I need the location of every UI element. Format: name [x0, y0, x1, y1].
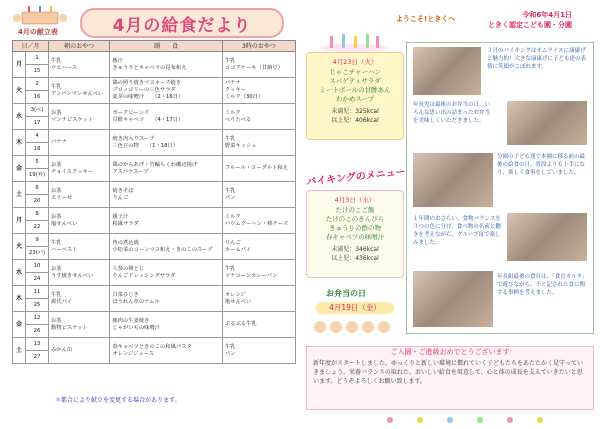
- pm-line: パン: [224, 350, 236, 357]
- table-row: [13, 78, 296, 91]
- kids-illustration: [310, 318, 400, 336]
- birthday-candles: [318, 30, 390, 52]
- pm-cell: [222, 234, 295, 260]
- am-cell: [49, 260, 110, 286]
- am-line: 牛乳: [51, 239, 62, 246]
- main-line: ほうれん草のナムル: [112, 298, 160, 305]
- date-cell: 3(べ): [26, 104, 49, 117]
- flower-row: [380, 410, 560, 420]
- pm-line: 牛乳: [224, 187, 236, 194]
- main-cell: [110, 234, 223, 260]
- menu-table: [12, 40, 296, 364]
- message-text: 新年度がスタートしました。ゆっくりと新しい環境に慣れていく子どもたちをあたたかく見守っていきましょう。栄養バランスの取れた、おいしい給食を用意して、心と体の成長を支えていきたいと思います。どうぞよろしくお願い致します。: [313, 360, 583, 385]
- pm-cell: [222, 208, 295, 234]
- main-line: 豚汁: [112, 57, 123, 64]
- viking-card: [306, 190, 404, 278]
- date-cell: 8: [26, 208, 49, 221]
- pm-cell: [222, 130, 295, 156]
- weekday-cell: 火: [13, 234, 26, 260]
- header-pm-snack: 3時のおやつ: [222, 41, 295, 52]
- date-cell: 23(バ): [26, 247, 49, 260]
- table-row: [13, 182, 296, 195]
- birthday-kcal-adult: 以上児：406kcal: [331, 117, 379, 124]
- am-line: バナナ: [51, 139, 67, 145]
- date-cell: 17: [26, 117, 49, 130]
- viking-kcal-adult: 以上児：436kcal: [331, 255, 379, 262]
- viking-item: たけのこのきんぴら: [325, 215, 385, 223]
- weekday-cell: 木: [13, 286, 26, 312]
- am-cell: [49, 104, 110, 130]
- am-line: アンパンマンせんべい: [51, 90, 104, 97]
- am-line: お茶: [51, 109, 62, 116]
- date-cell: 12: [26, 312, 49, 325]
- am-line: みかん缶: [51, 347, 73, 353]
- bento-date: 4月19日（金）: [316, 302, 394, 314]
- weekday-cell: 木: [13, 130, 26, 156]
- date-cell: 15: [26, 65, 49, 78]
- main-line: きゅうりとキャベツの昆布和え: [112, 64, 187, 71]
- pm-line: クッキー: [224, 87, 247, 93]
- message-heading: ご入園・ご進級おめでとうございます: [390, 348, 510, 356]
- pm-line: バウムクーヘン・棒チーズ: [224, 220, 289, 227]
- kids-icon: [310, 318, 400, 336]
- main-line: アスパラスープ: [112, 168, 149, 175]
- main-line: ブロッコリーの三色サラダ: [112, 87, 176, 93]
- birthday-date: 4月23日（火）: [332, 58, 378, 66]
- am-line: お茶: [51, 265, 62, 272]
- date-cell: 24: [26, 273, 49, 286]
- weekday-cell: 水: [13, 104, 26, 130]
- pm-line: バナナ: [224, 80, 241, 86]
- am-line: マンナビスケット: [51, 116, 94, 123]
- am-cell: [49, 52, 110, 78]
- am-cell: [49, 234, 110, 260]
- pm-cell: [222, 286, 295, 312]
- table-row: [13, 156, 296, 169]
- main-line: じゃがいもの味噌汁: [112, 324, 161, 331]
- pm-line: 牛乳: [224, 343, 236, 350]
- weekday-cell: 金: [13, 156, 26, 182]
- candle-icon: [318, 30, 390, 52]
- kondate-label: 4月の献立表: [18, 28, 58, 36]
- cake-icon: [12, 4, 68, 26]
- weekday-cell: 水: [13, 260, 26, 286]
- date-cell: 13: [26, 338, 49, 351]
- am-cell: [49, 208, 110, 234]
- page-title: 4月の給食だより: [112, 15, 252, 36]
- birthday-kcal-child: 未満児：325kcal: [331, 108, 379, 115]
- pm-cell: [222, 182, 295, 208]
- am-line: 源氏パイ: [51, 298, 73, 305]
- main-line: りんごドレッシングサラダ: [112, 272, 176, 279]
- main-line: 魚の煮込焼: [112, 239, 139, 246]
- main-line: 焼き肉入りスープ: [112, 135, 155, 142]
- pm-line: ぶるぶる牛乳: [224, 321, 257, 327]
- am-line: 牛乳: [51, 57, 62, 64]
- viking-kcal-child: 未満児：346kcal: [331, 246, 379, 253]
- am-cell: [49, 182, 110, 208]
- main-cell: [110, 156, 223, 182]
- pm-line: オレンジ: [224, 291, 246, 298]
- am-cell: [49, 130, 110, 156]
- main-line: 春キャベツときのこの和風パスタ: [112, 343, 192, 350]
- bento-label: お弁当の日: [326, 289, 366, 298]
- date-cell: 1: [26, 52, 49, 65]
- weekday-cell: 月: [13, 208, 26, 234]
- main-cell: [110, 260, 223, 286]
- table-row: [13, 286, 296, 299]
- pm-line: 亀せんべい: [224, 298, 252, 305]
- date-cell: 25: [26, 299, 49, 312]
- viking-title: バイキングのメニュー: [305, 166, 407, 189]
- date-cell: 11: [26, 286, 49, 299]
- table-header-row: [13, 41, 296, 52]
- birthday-item: ミートボールの甘酢あん: [319, 86, 391, 94]
- am-cell: [49, 286, 110, 312]
- main-cell: [110, 208, 223, 234]
- message-box: [306, 346, 594, 410]
- table-row: [13, 234, 296, 247]
- weekday-cell: 月: [13, 52, 26, 78]
- date-cell: 22: [26, 221, 49, 234]
- am-cell: [49, 312, 110, 338]
- table-row: [13, 104, 296, 117]
- main-cell: [110, 130, 223, 156]
- pm-cell: [222, 338, 295, 364]
- pm-line: 牛乳: [224, 57, 236, 64]
- table-row: [13, 260, 296, 273]
- main-line: 親子汁: [112, 213, 129, 220]
- main-line: 和風サラダ: [112, 220, 139, 227]
- main-line: 三色豆の物 （1・18日）: [112, 142, 179, 149]
- date-cell: 2: [26, 78, 49, 91]
- photo-4: [507, 213, 587, 261]
- main-cell: [110, 78, 223, 104]
- birthday-item: スパゲティサラダ: [329, 77, 381, 85]
- am-line: ウエハース: [51, 64, 78, 71]
- pm-line: ミルク: [224, 213, 241, 220]
- photo-5: [413, 271, 493, 327]
- main-line: 鶏のからあげ・竹輪ちくわ磯辺揚げ: [112, 161, 198, 168]
- pm-cell: [222, 312, 295, 338]
- pm-cell: [222, 78, 295, 104]
- photo-3: [413, 153, 493, 207]
- table-row: [13, 208, 296, 221]
- issue-date: 令和6年4月1日: [522, 11, 572, 19]
- pm-line: ホームパイ: [224, 246, 252, 253]
- caption-3: 分園の子ども達で本園に移る前の最後の給食の日。普段よりも上手になり、楽しく食事をしていました。: [497, 154, 586, 176]
- pm-cell: [222, 52, 295, 78]
- pm-line: 野菜キッシュ: [224, 142, 257, 149]
- main-line: オレンジジュース: [112, 350, 154, 357]
- photo-2: [507, 101, 587, 145]
- birthday-item: わかめスープ: [335, 95, 375, 103]
- am-line: 牛乳: [51, 83, 62, 90]
- birthday-item: じゃこチャーハン: [329, 68, 381, 76]
- am-cell: [49, 78, 110, 104]
- date-cell: 19(弁): [26, 169, 49, 182]
- date-cell: 6: [26, 182, 49, 195]
- weekday-cell: 土: [13, 182, 26, 208]
- table-row: [13, 338, 296, 351]
- header-right: [488, 10, 572, 30]
- am-line: うす焼きせんべい: [51, 272, 94, 279]
- date-cell: 27: [26, 351, 49, 364]
- main-cell: [110, 52, 223, 78]
- date-cell: 9: [26, 234, 49, 247]
- pm-line: ツナコーンカレーパン: [224, 272, 278, 279]
- caption-5: 年長組最後の食育は、「食育カルタ」で遊びながら、不と記された食に関する事柄を考えました。: [497, 274, 588, 296]
- pm-cell: [222, 104, 295, 130]
- title-banner: [80, 8, 284, 38]
- header-date: 日／月: [13, 41, 49, 52]
- main-cell: [110, 104, 223, 130]
- date-cell: 26: [26, 325, 49, 338]
- main-line: 鶏の照り焼きマヨネーズ焼き: [112, 80, 181, 86]
- main-line: ポークビーンズ: [112, 109, 149, 116]
- table-row: [13, 312, 296, 325]
- date-cell: 20: [26, 195, 49, 208]
- am-line: お茶: [51, 187, 62, 194]
- main-line: 豚肉の生姜焼き: [112, 317, 150, 324]
- main-cell: [110, 338, 223, 364]
- table-row: [13, 130, 296, 143]
- date-cell: 4: [26, 130, 49, 143]
- main-line: 焼きそば: [112, 187, 134, 194]
- main-cell: [110, 182, 223, 208]
- main-cell: [110, 312, 223, 338]
- pm-line: ココアケーキ（甘納豆）: [224, 64, 283, 71]
- photo-panel: [406, 42, 594, 334]
- caption-2: 年長児は最後のお弁当の日。いろんな思い出の詰まったお弁当を美味しくいただきました。: [413, 102, 491, 124]
- main-line: 白菜ひじき: [112, 291, 139, 298]
- am-cell: [49, 338, 110, 364]
- menu-body: [13, 52, 296, 364]
- pm-line: パン: [224, 194, 236, 201]
- header-am-snack: 朝のおやつ: [49, 41, 110, 52]
- am-line: 牛乳: [51, 291, 62, 298]
- main-cell: [110, 286, 223, 312]
- am-line: チョイスクッキー: [51, 168, 94, 175]
- weekday-cell: 土: [13, 338, 26, 364]
- main-line: 麦芽の味噌汁 （2・16日）: [112, 94, 184, 100]
- pm-cell: [222, 260, 295, 286]
- am-line: 動物ビスケット: [51, 324, 88, 331]
- pm-line: ミルク（30日）: [224, 94, 264, 100]
- main-line: 人参の卵とじ: [112, 265, 145, 272]
- pm-line: 牛乳: [224, 265, 236, 272]
- main-line: 甘酢キャベツ （4・17日）: [112, 116, 184, 123]
- viking-item: きゅうりの酢の物: [329, 224, 381, 232]
- welcome-label: ようこそ!ときくへ: [396, 15, 456, 23]
- header-main: 副 食: [110, 41, 223, 52]
- am-cell: [49, 156, 110, 182]
- pm-line: ミルク: [224, 109, 241, 116]
- cake-illustration: [12, 4, 68, 26]
- birthday-card: [306, 52, 404, 140]
- pm-line: 牛乳: [224, 135, 236, 142]
- am-line: エリーゼ: [51, 194, 73, 201]
- date-cell: 5: [26, 156, 49, 169]
- viking-item: 春キャベツの味噌汁: [325, 233, 385, 241]
- date-cell: 18: [26, 143, 49, 156]
- caption-4: １年間のおさらい。食物バランスを３つの色に分け、食べ物の名前と働きを考えながら、グループ毎で楽しみました。: [413, 216, 501, 246]
- photo-1: [413, 47, 481, 95]
- table-row: [13, 52, 296, 65]
- am-line: 塩せんべい: [51, 220, 78, 227]
- weekday-cell: 火: [13, 78, 26, 104]
- weekday-cell: 金: [13, 312, 26, 338]
- am-line: ハーベスト: [51, 246, 78, 253]
- viking-item: たけのこご飯: [335, 206, 375, 214]
- date-cell: 10: [26, 260, 49, 273]
- pm-line: りんご: [224, 239, 241, 246]
- main-line: 小松菜のコーンマヨ和え・きのこのスープ: [112, 246, 213, 253]
- date-cell: 16: [26, 91, 49, 104]
- menu-note: ＊都合により献立を変更する場合があります。: [55, 397, 181, 404]
- am-line: お茶: [51, 213, 62, 220]
- viking-date: 4月3日（水）: [334, 196, 376, 204]
- am-line: お茶: [51, 317, 62, 324]
- pm-line: ぺりたべる: [224, 116, 252, 123]
- am-line: お茶: [51, 161, 62, 168]
- org-name: ときく認定こども園・分園: [488, 21, 572, 29]
- main-line: りんご: [112, 194, 129, 201]
- caption-1: ３月のバイキングはオムライスに康康げと魅力的！大きな康康げに子ども達の表情に笑顔がこぼれます。: [487, 48, 587, 70]
- pm-cell: [222, 156, 295, 182]
- pm-line: フルール・ヨーグルト和え: [224, 165, 288, 171]
